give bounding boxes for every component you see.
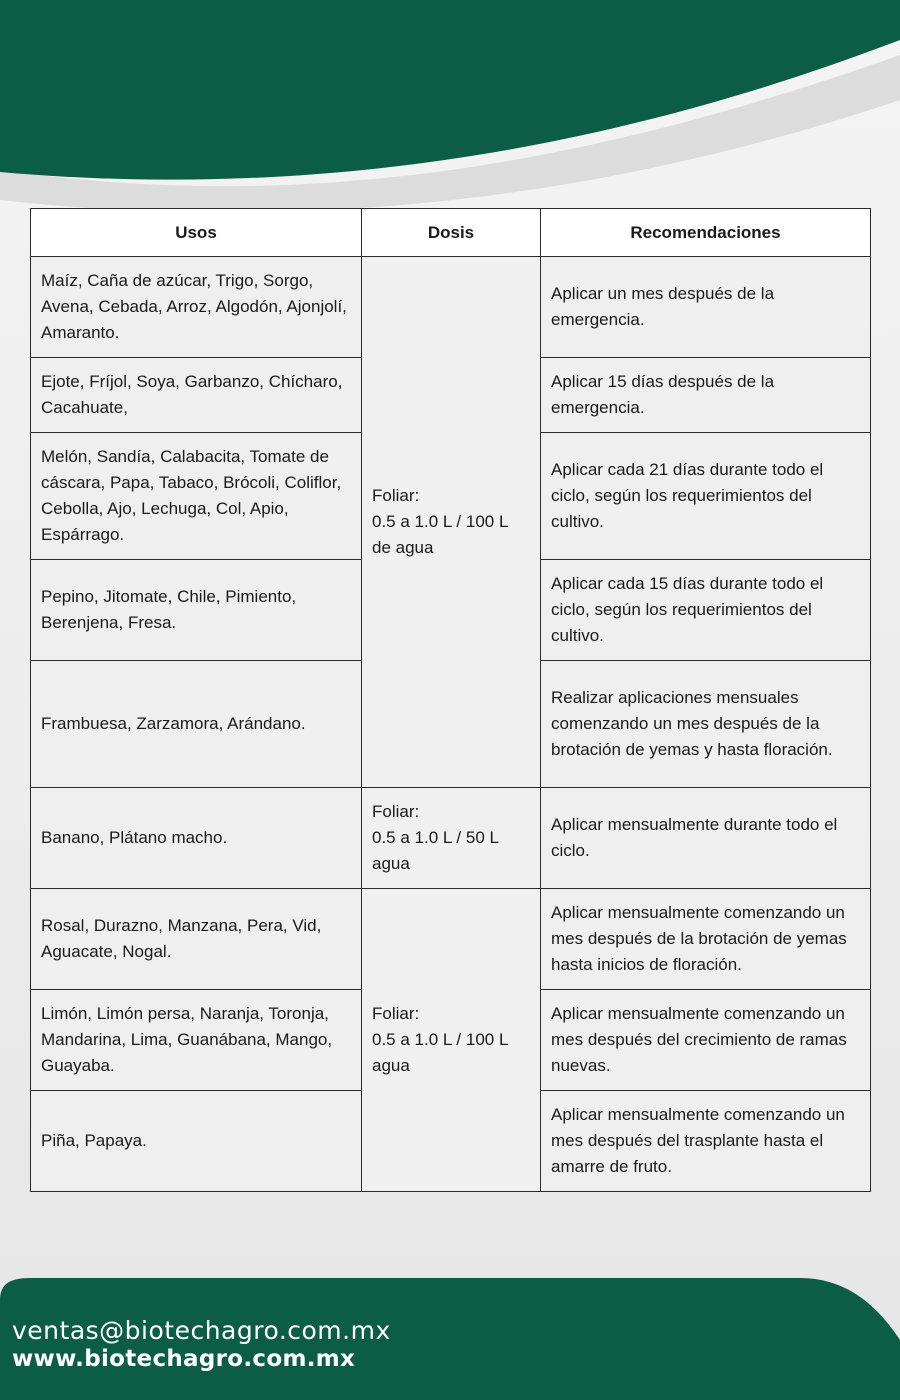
dosis-line: 0.5 a 1.0 L / 100 L xyxy=(372,512,509,531)
table-row xyxy=(31,788,871,889)
recomendaciones-cell: Aplicar mensualmente comenzando un mes después del trasplante hasta el amarre de fruto. xyxy=(541,1091,871,1192)
dosis-line: de agua xyxy=(372,538,434,557)
usos-cell: Melón, Sandía, Calabacita, Tomate de cáscara, Papa, Tabaco, Brócoli, Coliflor, Cebolla, Ajo, Lechuga, Col, Apio, Espárrago. xyxy=(31,433,362,560)
recomendaciones-cell: Aplicar 15 días después de la emergencia. xyxy=(541,358,871,433)
recomendaciones-cell: Aplicar mensualmente comenzando un mes después de la brotación de yemas hasta inicios de floración. xyxy=(541,889,871,990)
recomendaciones-cell: Realizar aplicaciones mensuales comenzando un mes después de la brotación de yemas y hasta floración. xyxy=(541,661,871,788)
dosis-cell xyxy=(362,788,541,889)
recomendaciones-cell: Aplicar un mes después de la emergencia. xyxy=(541,257,871,358)
recomendaciones-cell: Aplicar cada 15 días durante todo el ciclo, según los requerimientos del cultivo. xyxy=(541,560,871,661)
header-recomendaciones: Recomendaciones xyxy=(541,209,871,257)
usos-cell: Piña, Papaya. xyxy=(31,1091,362,1192)
dosis-line: Foliar: xyxy=(372,486,420,505)
table-row xyxy=(31,889,871,990)
dosis-line: agua xyxy=(372,854,410,873)
usos-cell: Frambuesa, Zarzamora, Arándano. xyxy=(31,661,362,788)
header-usos: Usos xyxy=(31,209,362,257)
usos-cell: Pepino, Jitomate, Chile, Pimiento, Berenjena, Fresa. xyxy=(31,560,362,661)
header-wave-decoration xyxy=(0,0,900,215)
dosis-line: 0.5 a 1.0 L / 50 L xyxy=(372,828,499,847)
dosis-line: Foliar: xyxy=(372,802,420,821)
recomendaciones-cell: Aplicar mensualmente comenzando un mes después del crecimiento de ramas nuevas. xyxy=(541,990,871,1091)
usos-cell: Banano, Plátano macho. xyxy=(31,788,362,889)
footer-website[interactable]: www.biotechagro.com.mx xyxy=(12,1346,356,1372)
header-dosis: Dosis xyxy=(362,209,541,257)
dosis-line: 0.5 a 1.0 L / 100 L xyxy=(372,1030,509,1049)
dosis-cell xyxy=(362,889,541,1192)
recomendaciones-cell: Aplicar mensualmente durante todo el ciclo. xyxy=(541,788,871,889)
dosis-line: agua xyxy=(372,1056,410,1075)
usos-cell: Ejote, Fríjol, Soya, Garbanzo, Chícharo, Cacahuate, xyxy=(31,358,362,433)
usos-cell: Maíz, Caña de azúcar, Trigo, Sorgo, Avena, Cebada, Arroz, Algodón, Ajonjolí, Amaranto. xyxy=(31,257,362,358)
usos-cell: Rosal, Durazno, Manzana, Pera, Vid, Aguacate, Nogal. xyxy=(31,889,362,990)
footer-email[interactable]: ventas@biotechagro.com.mx xyxy=(12,1316,391,1345)
dosis-line: Foliar: xyxy=(372,1004,420,1023)
recomendaciones-cell: Aplicar cada 21 días durante todo el ciclo, según los requerimientos del cultivo. xyxy=(541,433,871,560)
usos-cell: Limón, Limón persa, Naranja, Toronja, Mandarina, Lima, Guanábana, Mango, Guayaba. xyxy=(31,990,362,1091)
table-row xyxy=(31,257,871,358)
product-usage-table xyxy=(30,208,871,1192)
dosis-cell xyxy=(362,257,541,788)
